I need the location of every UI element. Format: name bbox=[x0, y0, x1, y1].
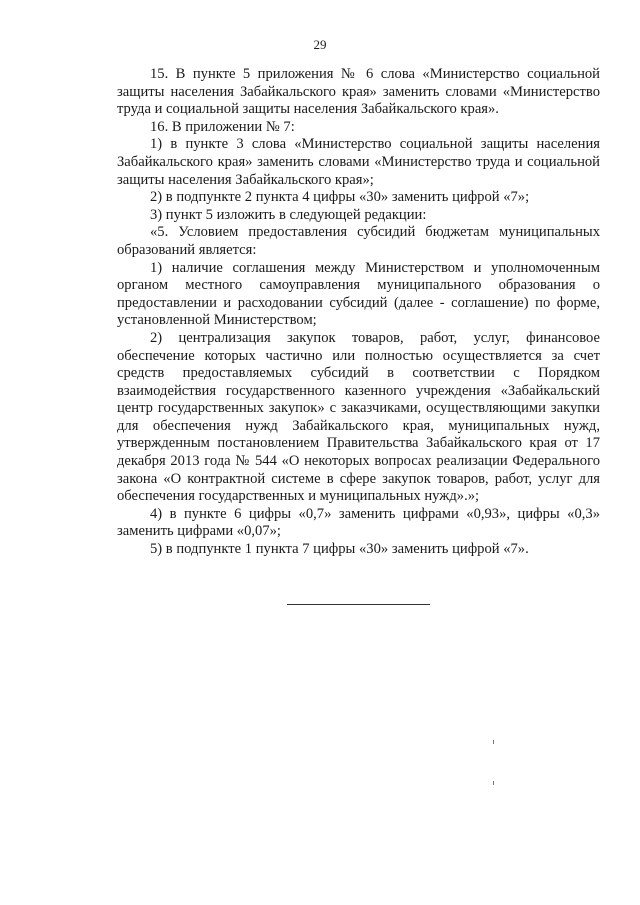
paragraph: 5) в подпункте 1 пункта 7 цифры «30» заменить цифрой «7». bbox=[150, 541, 529, 558]
paragraph: «5. Условием предоставления субсидий бюджетам муниципальных образований является: bbox=[117, 224, 600, 258]
paragraph: 1) наличие соглашения между Министерством и уполномоченным органом местного самоуправления муниципального образования о предоставлении и расходовании субсидий (далее - соглашение) по форме, установленной Министерством; bbox=[117, 259, 600, 329]
paragraph: 2) централизация закупок товаров, работ, услуг, финансовое обеспечение которых частично или полностью осуществляется за счет средств предоставляемых субсидий в соответствии с Порядком взаимодействия государственного казенного учреждения «Забайкальский центр государственных закупок» с заказчиками, осуществляющими закупки для обеспечения нужд Забайкальского края, муниципальных нужд, утвержденным постановлением Правительства Забайкальского края от 17 декабря 2013 года № 544 «О некоторых вопросах реализации Федерального закона «О контрактной системе в сфере закупок товаров, работ, услуг для обеспечения государственных и муниципальных нужд».»; bbox=[117, 329, 600, 505]
paragraph: 4) в пункте 6 цифры «0,7» заменить цифрами «0,93», цифры «0,3» заменить цифрами «0,07»; bbox=[117, 505, 600, 540]
document-body bbox=[117, 66, 600, 559]
paragraph: 1) в пункте 3 слова «Министерство социальной защиты населения Забайкальского края» заменить словами «Министерство труда и социальной защиты населения Забайкальского края»; bbox=[117, 136, 600, 188]
paragraph: 2) в подпункте 2 пункта 4 цифры «30» заменить цифрой «7»; bbox=[150, 189, 530, 206]
paragraph: 15. В пункте 5 приложения № 6 слова «Министерство социальной защиты населения Забайкальского края» заменить словами «Министерство труда и социальной защиты населения Забайкальского края». bbox=[117, 66, 600, 118]
paragraph: 16. В приложении № 7: bbox=[150, 118, 295, 135]
paragraph: 3) пункт 5 изложить в следующей редакции: bbox=[150, 206, 427, 223]
end-divider bbox=[287, 604, 430, 605]
page-number: 29 bbox=[313, 37, 327, 52]
scan-speck bbox=[493, 740, 494, 744]
scan-speck bbox=[493, 781, 494, 785]
